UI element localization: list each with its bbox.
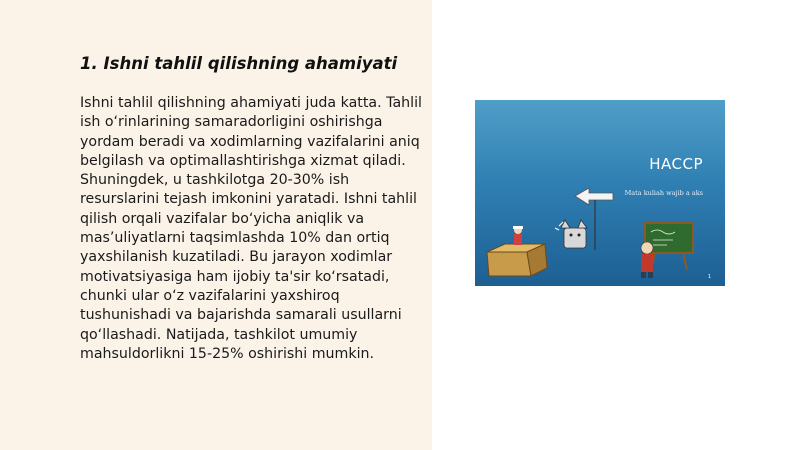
teacher-illustration — [641, 242, 653, 278]
slide-title: HACCP — [649, 155, 703, 173]
slide-subtitle: Mata kuliah wajib a aks — [624, 189, 703, 197]
slide-page-number: 1 — [707, 274, 711, 280]
small-figure-illustration — [513, 226, 523, 245]
box-illustration — [487, 244, 547, 276]
character-illustration — [555, 220, 587, 248]
slide-image — [475, 100, 725, 286]
section-paragraph: Ishni tahlil qilishning ahamiyati juda katta. Tahlil ish o‘rinlarining samaradorligini oshirishga yordam beradi va xodimlarning vazifalarini aniq belgilash va optimallashtirishga xizmat qiladi. Shuningdek, u tashkilotga 20-30% ish resurslarini tejash imkonini yaratadi. Ishni tahlil qilish orqali vazifalar bo‘yicha aniqlik va mas’uliyatlarni taqsimlashda 10% dan ortiq yaxshilanish kuzatiladi. Bu jarayon xodimlar motivatsiyasiga ham ijobiy ta'sir ko‘rsatadi, chunki ular o‘z vazifalarini yaxshiroq tushunishadi va bajarishda samarali usullarni qo‘llashadi. Natijada, tashkilot umumiy mahsuldorlikni 15-25% oshirishi mumkin. — [80, 95, 422, 362]
section-heading: 1. Ishni tahlil qilishning ahamiyati — [80, 54, 398, 73]
